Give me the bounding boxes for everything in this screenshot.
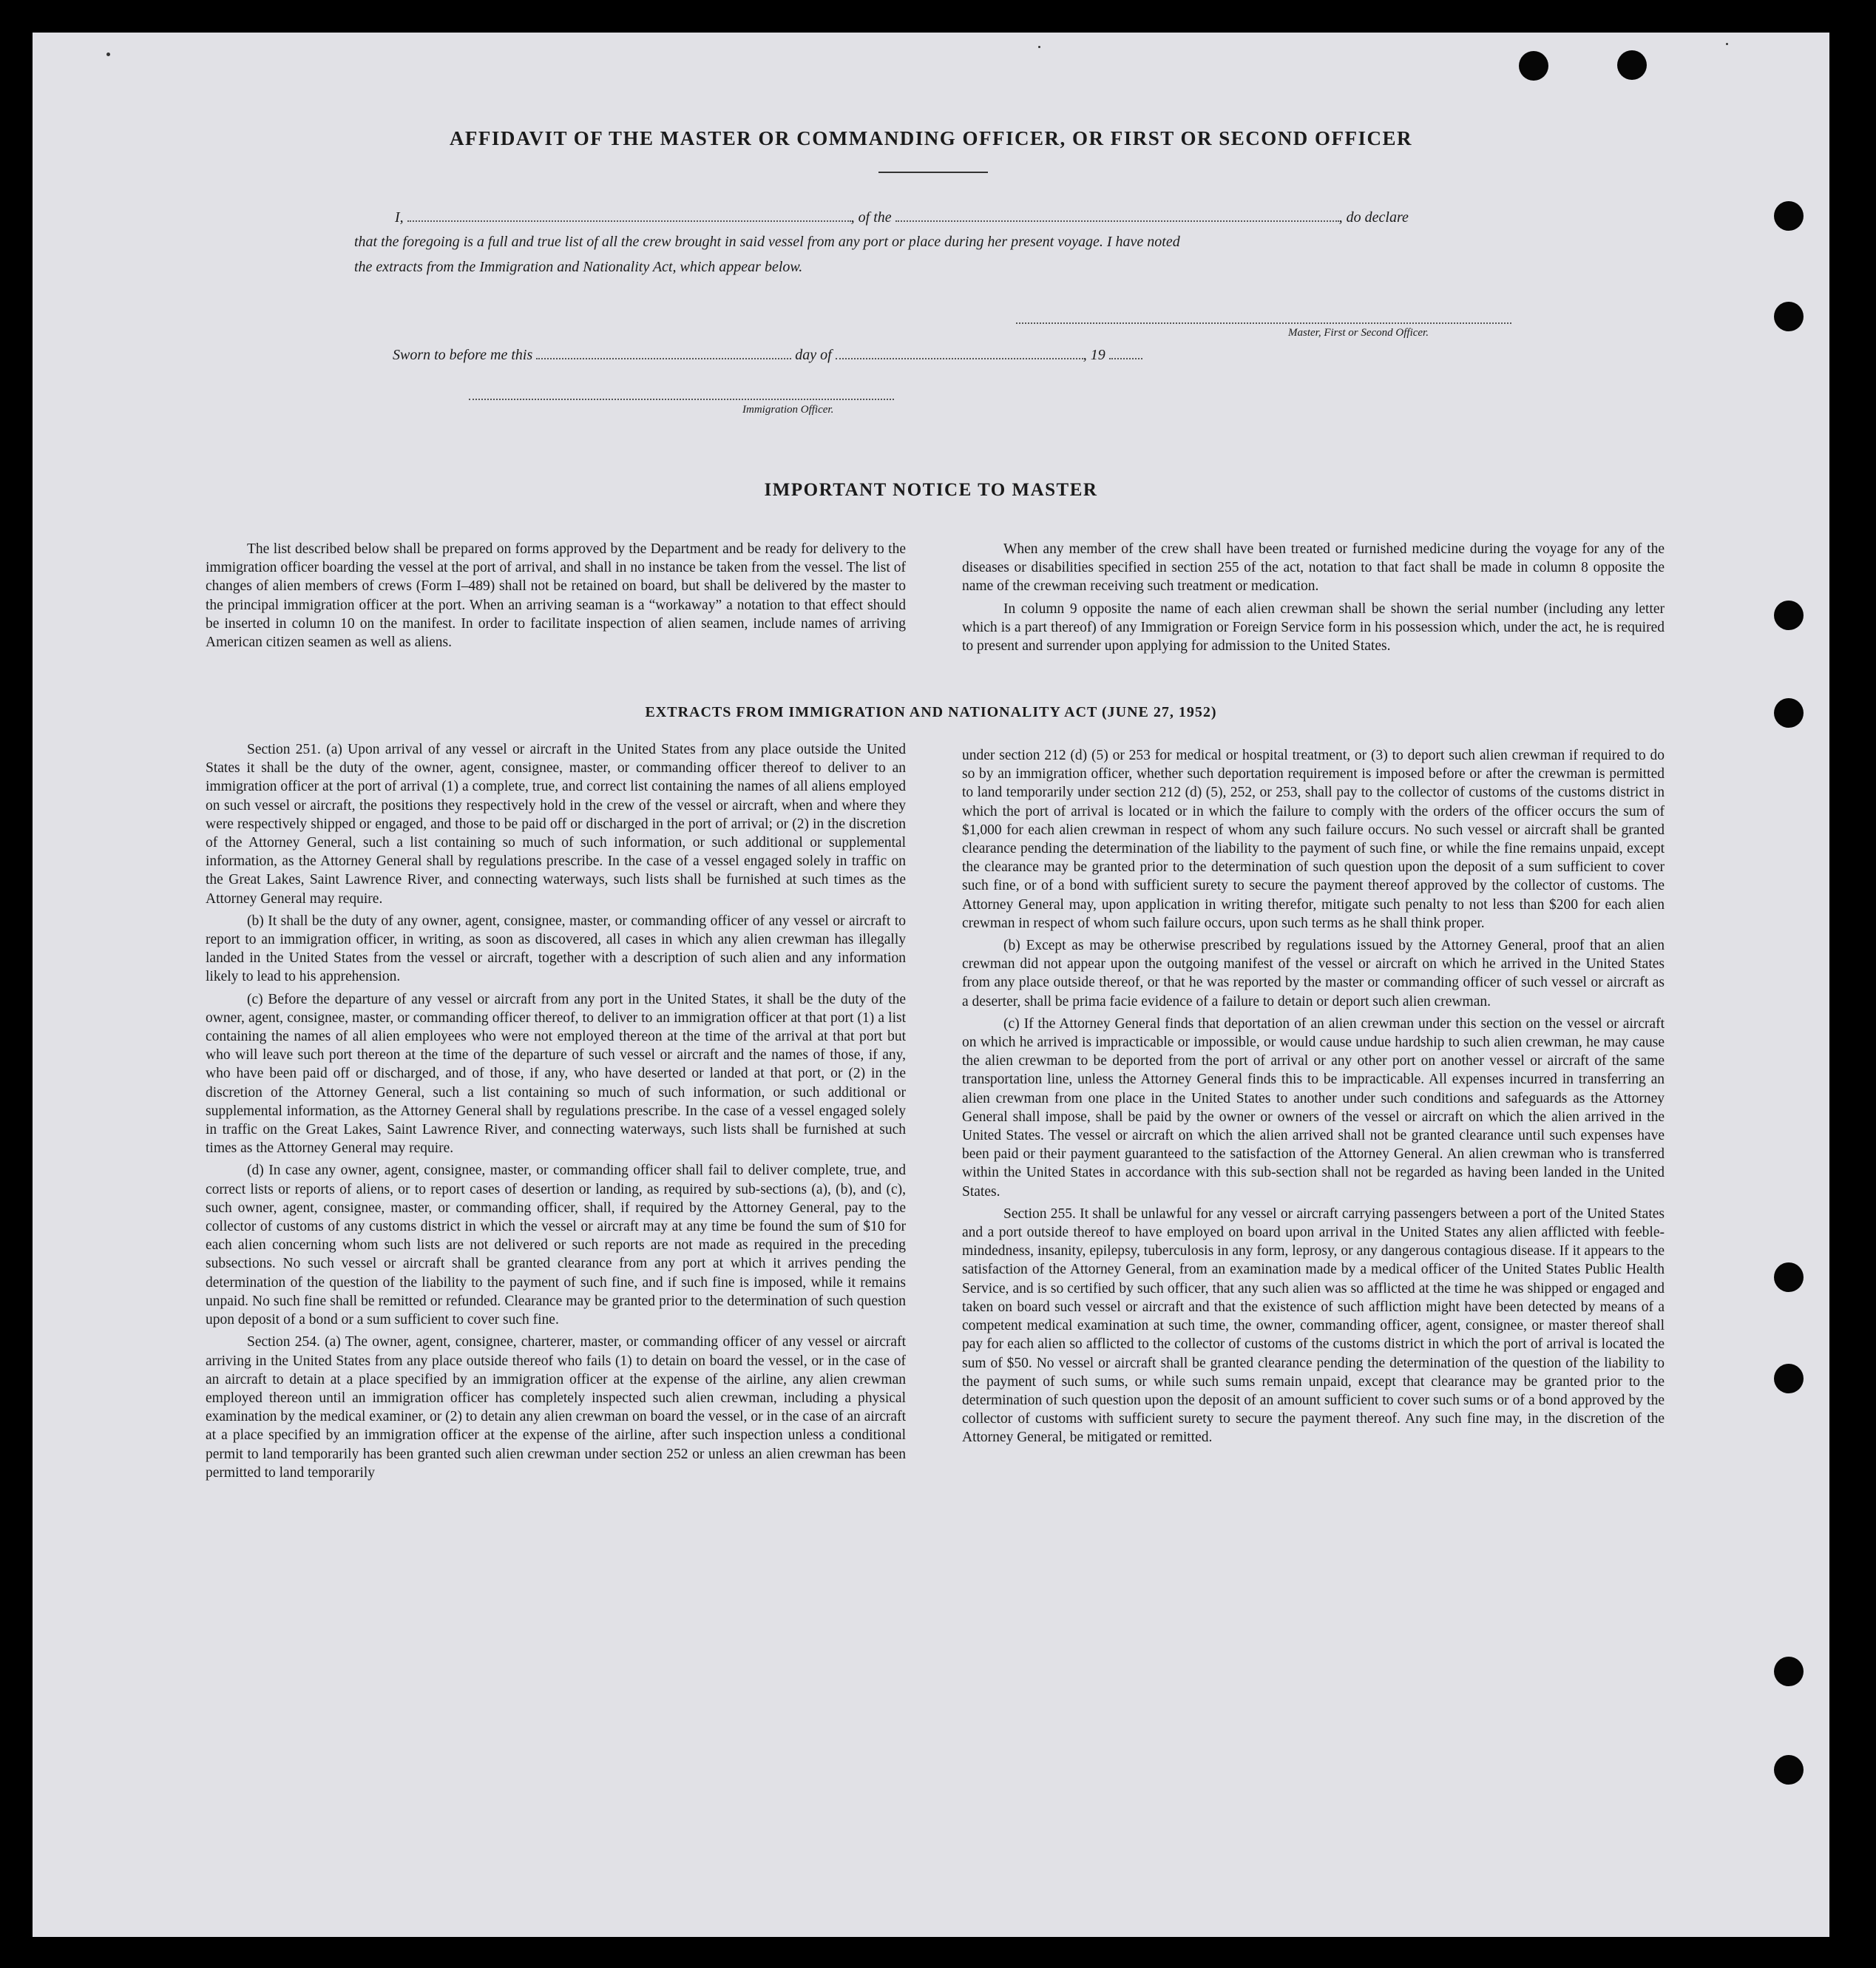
affidavit-title: AFFIDAVIT OF THE MASTER OR COMMANDING OFFICER, OR FIRST OR SECOND OFFICER xyxy=(449,127,1413,149)
punch-hole xyxy=(1774,1657,1804,1686)
document-page xyxy=(33,33,1829,1937)
section-254-c: (c) If the Attorney General finds that deportation of an alien crewman under this section on the vessel or aircraft on which he arrived is impracticable or impossible, or would cause undue hardship to such alien crewman, he may cause the alien crewman to be deported from the port of arrival or any other port on another vessel or aircraft of the same transportation line, unless the Attorney General finds this to be impracticable. All expenses incurred in transferring an alien crewman from one place in the United States to another under such conditions and safeguards as the Attorney General shall impose, shall be paid by the owner or owners of the vessel or aircraft on which the alien arrived in the United States. The vessel or aircraft on which the alien arrived shall not be granted clearance until such expenses have been paid or their payment guaranteed to the satisfaction of the Attorney General. An alien crewman who is transferred within the United States in accordance with this sub-section shall not be regarded as having been landed in the United States. xyxy=(962,1015,1665,1200)
section-251-b: (b) It shall be the duty of any owner, agent, consignee, master, or commanding officer of any vessel or aircraft to report to an immigration officer, in writing, as soon as discovered, all cases in which any alien crewman has illegally landed in the United States from the vessel or aircraft, together with a description of such alien and any information likely to lead to his apprehension. xyxy=(206,913,906,985)
title-underline xyxy=(878,172,988,173)
punch-hole xyxy=(1774,1364,1804,1393)
section-251-d: (d) In case any owner, agent, consignee, master, or commanding officer shall fail to deliver complete, true, and correct lists or reports of aliens, or to report cases of desertion or landing, as required by sub-sections (a), (b), and (c), such owner, agent, consignee, master, or commanding officer, shall, if required by the Attorney General, pay to the collector of customs of any customs district in which the vessel or aircraft may at any time be found the sum of $10 for each alien concerning whom such lists are not delivered or such reports are not made as required in the preceding subsections. No such vessel or aircraft shall be granted clearance from any port at which it arrives pending the determination of the question of the liability to the payment of such fine, and if such fine is imposed, while it remains unpaid. No such fine shall be remitted or refunded. Clearance may be granted prior to the determination of such question upon deposit of a bond or a sum sufficient to cover such fine. xyxy=(206,1163,906,1328)
day-of-label: day of xyxy=(795,347,832,363)
sworn-month-field[interactable] xyxy=(836,345,1083,359)
i-label: I, xyxy=(395,209,404,226)
section-254-a: Section 254. (a) The owner, agent, consignee, charterer, master, or commanding officer of any vessel or aircraft arriving in the United States from any place outside thereof who fails (1) to detain on board the vessel, or in the case of an aircraft to detain at a place specified by an immigration officer at the expense of the airline, any alien crewman employed thereon until an immigration officer has completely inspected such alien crewman, including a physical examination by the medical examiner, or (2) to detain any alien crewman on board the vessel, or in the case of an aircraft at a place specified by an immigration officer at the expense of the airline, after such inspection unless a conditional permit to land temporarily has been granted such alien crewman under section 252 or unless an alien crewman has been permitted to land temporarily xyxy=(206,1334,906,1481)
punch-hole xyxy=(1519,51,1548,81)
section-254-b: (b) Except as may be otherwise prescribed by regulations issued by the Attorney General, proof that an alien crewman did not appear upon the outgoing manifest of the vessel or aircraft on which he arrived in the United States from any place outside thereof, or that he was reported by the master or commanding officer of such vessel or aircraft as a deserter, shall be prima facie evidence of a failure to detain or deport such alien crewman. xyxy=(962,938,1665,1010)
section-251-c: (c) Before the departure of any vessel or aircraft from any port in the United States, it shall be the duty of the owner, agent, consignee, master, or commanding officer thereof, to deliver to an immigration officer at that port (1) a list containing the names of all alien employees who were not employed thereon at the time of the arrival at that port but who will leave such port thereon at the time of the departure of such vessel or aircraft and the names of those, if any, who have been paid off or discharged, and of those, if any, who have deserted or landed at that port, or (2) in the discretion of the Attorney General, such a list containing so much of such information, or such additional or supplemental information, as the Attorney General shall by regulations prescribe. In the case of a vessel engaged solely in traffic on the Great Lakes, Saint Lawrence River, and connecting waterways, such lists shall be furnished at such times as the Attorney General may require. xyxy=(206,991,906,1157)
sworn-year-field[interactable] xyxy=(1109,345,1142,359)
notice-paragraph: The list described below shall be prepared on forms approved by the Department and be ready for delivery to the immigration officer boarding the vessel at the port of arrival, and shall in no instance be taken from the vessel. The list of changes of alien members of crews (Form I–489) shall not be retained on board, but shall be delivered by the master to the principal immigration officer at the port. When an arriving seaman is a “workaway” a notation to that effect should be inserted in column 10 on the manifest. In order to facilitate inspection of alien seamen, include names of arriving American citizen seamen as well as aliens. xyxy=(206,541,906,651)
scan-speck xyxy=(1726,43,1728,45)
scan-speck xyxy=(1038,46,1040,48)
punch-hole xyxy=(1617,50,1647,80)
notice-paragraph: When any member of the crew shall have been treated or furnished medicine during the voyage for any of the diseases or disabilities specified in section 255 of the act, notation to that fact shall be made in column 8 opposite the name of the crewman receiving such treatment or medication. xyxy=(962,541,1665,595)
declaration-text-2: the extracts from the Immigration and Nationality Act, which appear below. xyxy=(354,259,803,275)
section-251-a: Section 251. (a) Upon arrival of any vessel or aircraft in the United States from any place outside the United States it shall be the duty of the owner, agent, consignee, master, or commanding officer thereof to deliver to an immigration officer at the port of arrival (1) a complete, true, and correct list containing the names of all aliens employed on such vessel or aircraft, the positions they respectively hold in the crew of the vessel or aircraft, when and where they were respectively shipped or engaged, and those to be paid off or discharged in the port of arrival; or (2) in the discretion of the Attorney General, such a list containing so much of such information, or such additional or supplemental information, as the Attorney General shall by regulations prescribe. In the case of a vessel engaged solely in traffic on the Great Lakes, Saint Lawrence River, and connecting waterways, such lists shall be furnished at such times as the Attorney General may require. xyxy=(206,742,906,907)
punch-hole xyxy=(1774,1755,1804,1785)
officer-signature-label: Immigration Officer. xyxy=(742,404,834,416)
extracts-right-column xyxy=(962,746,1665,1451)
punch-hole xyxy=(1774,201,1804,231)
punch-hole xyxy=(1774,601,1804,630)
section-254-a-continued: under section 212 (d) (5) or 253 for medical or hospital treatment, or (3) to deport such alien crewman if required to do so by an immigration officer, whether such deportation requirement is imposed before or after the crewman is permitted to land temporarily under section 212 (d) (5), 252, or 253, shall pay to the collector of customs of the customs district in which the port of arrival is located or in which the failure to comply with the orders of the officer occurs the sum of $1,000 for each alien crewman in respect of whom any such failure occurs. No such vessel or aircraft shall be granted clearance pending the determination of the liability to the payment of such fine, or while the fine remains unpaid, except the clearance may be granted prior to the determination of such question upon the deposit of a sum sufficient to cover such fine, or of a bond with sufficient surety to secure the payment thereof approved by the collector of customs. The Attorney General may, upon application in writing therefor, mitigate such penalty to not less than $200 for each alien crewman in respect of whom such failure occurs, upon such terms as he shall think proper. xyxy=(962,748,1665,931)
notice-right-column xyxy=(962,540,1665,659)
master-signature-field[interactable] xyxy=(1016,321,1511,324)
vessel-name-field[interactable] xyxy=(895,207,1339,222)
scan-speck xyxy=(106,53,110,56)
declaration-text-1: that the foregoing is a full and true list of all the crew brought in said vessel from any port or place during her present voyage. I have noted xyxy=(354,234,1180,250)
punch-hole xyxy=(1774,1262,1804,1292)
sworn-line xyxy=(393,345,1142,364)
sworn-day-field[interactable] xyxy=(536,345,791,359)
notice-left-column xyxy=(206,540,906,655)
officer-signature-field[interactable] xyxy=(469,397,894,400)
of-the-label: , of the xyxy=(850,209,892,226)
extracts-title: EXTRACTS FROM IMMIGRATION AND NATIONALITY ACT (JUNE 27, 1952) xyxy=(645,704,1217,720)
notice-title: IMPORTANT NOTICE TO MASTER xyxy=(764,480,1098,500)
punch-hole xyxy=(1774,302,1804,331)
master-signature-label: Master, First or Second Officer. xyxy=(1288,327,1429,339)
sworn-label: Sworn to before me this xyxy=(393,347,533,363)
notice-paragraph: In column 9 opposite the name of each alien crewman shall be shown the serial number (including any letter which is a part thereof) of any Immigration or Foreign Service form in his possession which, under the act, he is required to present and surrender upon applying for admission to the United States. xyxy=(962,601,1665,655)
declarant-name-field[interactable] xyxy=(407,207,851,222)
section-255: Section 255. It shall be unlawful for any vessel or aircraft carrying passengers between a port of the United States and a port outside thereof to have employed on board upon arrival in the United States any alien afflicted with feeble-mindedness, insanity, epilepsy, tuberculosis in any form, leprosy, or any dangerous contagious disease. If it appears to the satisfaction of the Attorney General, from an examination made by a medical officer of the United States Public Health Service, and is so certified by such officer, that any such alien was so afflicted at the time he was shipped or engaged and taken on board such vessel or aircraft and that the existence of such affliction might have been detected by means of a competent medical examination at such time, the owner, commanding officer, agent, consignee, or master thereof shall pay for each alien so afflicted to the collector of customs of the customs district in which the port of arrival is located the sum of $50. No vessel or aircraft shall be granted clearance pending the determination of the question of the liability to the payment of such sums, or while such sums remain unpaid, except that clearance may be granted prior to the determination of such question upon the deposit of an amount sufficient to cover such sums or of a bond approved by the collector of customs with sufficient surety to secure the payment thereof. Any such fine may, in the discretion of the Attorney General, be mitigated or remitted. xyxy=(962,1206,1665,1446)
extracts-left-column xyxy=(206,740,906,1486)
declarant-line xyxy=(395,207,1409,226)
do-declare-label: , do declare xyxy=(1338,209,1409,226)
year-label: , 19 xyxy=(1083,347,1105,363)
